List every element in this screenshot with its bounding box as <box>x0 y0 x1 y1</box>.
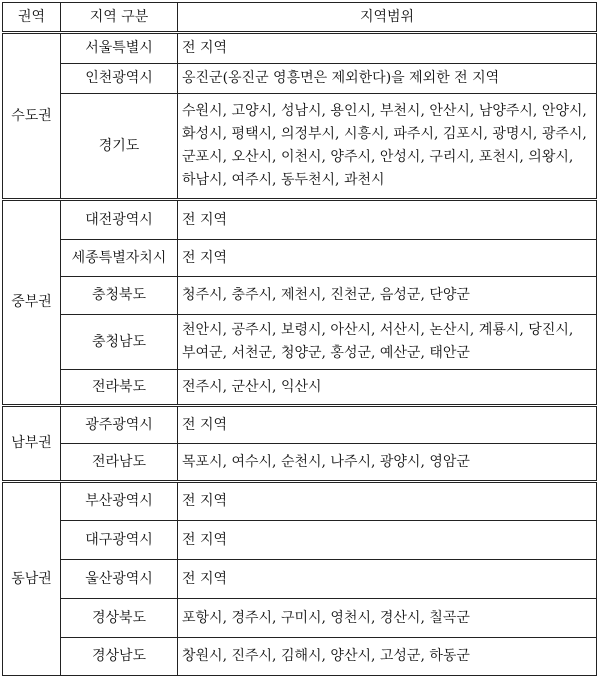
area-cell: 전 지역 <box>178 560 597 599</box>
area-cell: 청주시, 충주시, 제천시, 진천군, 음성군, 단양군 <box>178 277 597 315</box>
table-row <box>3 482 597 521</box>
table-row <box>3 370 597 406</box>
region-cell: 수도권 <box>3 33 61 200</box>
table-row <box>3 94 597 200</box>
area-cell: 전 지역 <box>178 33 597 64</box>
region-cell: 동남권 <box>3 482 61 676</box>
header-area-range: 지역범위 <box>178 3 597 33</box>
region-table-container <box>2 2 597 676</box>
area-cell: 전 지역 <box>178 200 597 240</box>
area-cell: 전 지역 <box>178 521 597 560</box>
area-cell: 전 지역 <box>178 240 597 277</box>
header-region: 권역 <box>3 3 61 33</box>
sub-region-cell: 세종특별자치시 <box>61 240 178 277</box>
area-cell: 전 지역 <box>178 406 597 444</box>
sub-region-cell: 서울특별시 <box>61 33 178 64</box>
sub-region-cell: 경기도 <box>61 94 178 200</box>
region-table <box>2 2 597 676</box>
sub-region-cell: 충청남도 <box>61 315 178 370</box>
sub-region-cell: 충청북도 <box>61 277 178 315</box>
area-cell: 천안시, 공주시, 보령시, 아산시, 서산시, 논산시, 계룡시, 당진시, 부여군, 서천군, 청양군, 홍성군, 예산군, 태안군 <box>178 315 597 370</box>
table-row <box>3 240 597 277</box>
sub-region-cell: 전라북도 <box>61 370 178 406</box>
table-row <box>3 599 597 638</box>
table-row <box>3 277 597 315</box>
region-cell: 남부권 <box>3 406 61 482</box>
area-cell: 옹진군(옹진군 영흥면은 제외한다)을 제외한 전 지역 <box>178 64 597 94</box>
header-sub-region: 지역 구분 <box>61 3 178 33</box>
table-row <box>3 638 597 676</box>
sub-region-cell: 경상남도 <box>61 638 178 676</box>
table-row <box>3 406 597 444</box>
area-cell: 포항시, 경주시, 구미시, 영천시, 경산시, 칠곡군 <box>178 599 597 638</box>
table-row <box>3 560 597 599</box>
table-row <box>3 444 597 482</box>
region-cell: 중부권 <box>3 200 61 406</box>
table-header-row <box>3 3 597 33</box>
area-cell: 창원시, 진주시, 김해시, 양산시, 고성군, 하동군 <box>178 638 597 676</box>
sub-region-cell: 대구광역시 <box>61 521 178 560</box>
sub-region-cell: 부산광역시 <box>61 482 178 521</box>
sub-region-cell: 전라남도 <box>61 444 178 482</box>
area-cell: 전 지역 <box>178 482 597 521</box>
table-row <box>3 521 597 560</box>
area-cell: 수원시, 고양시, 성남시, 용인시, 부천시, 안산시, 남양주시, 안양시, 화성시, 평택시, 의정부시, 시흥시, 파주시, 김포시, 광명시, 광주시, 군포시, 오산시, 이천시, 양주시, 안성시, 구리시, 포천시, 의왕시, 하남시, 여주시, 동두천시, 과천시 <box>178 94 597 200</box>
sub-region-cell: 울산광역시 <box>61 560 178 599</box>
table-row <box>3 200 597 240</box>
sub-region-cell: 인천광역시 <box>61 64 178 94</box>
table-row <box>3 33 597 64</box>
table-row <box>3 315 597 370</box>
sub-region-cell: 대전광역시 <box>61 200 178 240</box>
area-cell: 전주시, 군산시, 익산시 <box>178 370 597 406</box>
area-cell: 목포시, 여수시, 순천시, 나주시, 광양시, 영암군 <box>178 444 597 482</box>
table-row <box>3 64 597 94</box>
sub-region-cell: 광주광역시 <box>61 406 178 444</box>
sub-region-cell: 경상북도 <box>61 599 178 638</box>
